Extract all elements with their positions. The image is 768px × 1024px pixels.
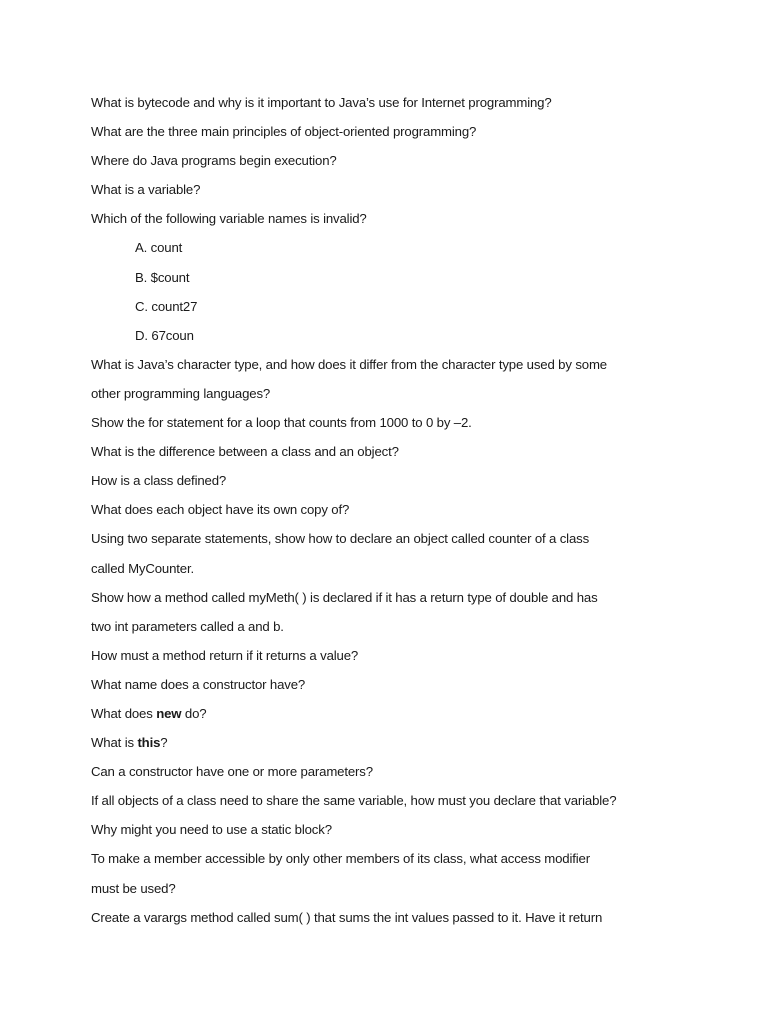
question-new-prefix: What does (91, 705, 157, 721)
option-d: D. 67coun (135, 327, 194, 343)
question-constructor-parameters: Can a constructor have one or more parameters? (91, 764, 373, 780)
question-this-suffix: ? (160, 735, 168, 751)
keyword-this: this (137, 735, 161, 751)
question-new-suffix: do? (181, 705, 207, 721)
question-variable: What is a variable? (91, 182, 201, 198)
question-declare-object-line2: called MyCounter. (91, 560, 195, 576)
question-declare-object-line1: Using two separate statements, show how to declare an object called counter of a class (91, 531, 590, 547)
question-this-prefix: What is (91, 735, 138, 751)
question-list (91, 94, 731, 938)
option-a: A. count (135, 240, 183, 256)
question-new-keyword (91, 705, 731, 734)
question-static-block: Why might you need to use a static block? (91, 822, 332, 838)
question-object-copy: What does each object have its own copy of? (91, 502, 350, 518)
question-shared-variable: If all objects of a class need to share the same variable, how must you declare that variable? (91, 793, 617, 809)
question-varargs: Create a varargs method called sum( ) that sums the int values passed to it. Have it return (91, 909, 603, 925)
question-method-declared-line1: Show how a method called myMeth( ) is declared if it has a return type of double and has (91, 589, 598, 605)
question-this-keyword (91, 734, 731, 763)
option-b: B. $count (135, 269, 190, 285)
question-character-type-line1: What is Java’s character type, and how does it differ from the character type used by some (91, 356, 607, 372)
question-program-execution: Where do Java programs begin execution? (91, 153, 337, 169)
question-oop-principles: What are the three main principles of object-oriented programming? (91, 124, 477, 140)
question-constructor-name: What name does a constructor have? (91, 676, 306, 692)
question-invalid-variable: Which of the following variable names is invalid? (91, 211, 367, 227)
question-access-modifier-line2: must be used? (91, 880, 176, 896)
question-class-vs-object: What is the difference between a class and an object? (91, 444, 399, 460)
keyword-new: new (156, 705, 182, 721)
option-c: C. count27 (135, 298, 198, 314)
question-class-defined: How is a class defined? (91, 473, 227, 489)
question-bytecode: What is bytecode and why is it important to Java’s use for Internet programming? (91, 95, 552, 110)
question-character-type-line2: other programming languages? (91, 385, 271, 401)
question-access-modifier-line1: To make a member accessible by only other members of its class, what access modifier (91, 851, 590, 867)
question-for-loop: Show the for statement for a loop that counts from 1000 to 0 by –2. (91, 415, 472, 431)
question-method-declared-line2: two int parameters called a and b. (91, 618, 284, 634)
question-method-return: How must a method return if it returns a value? (91, 647, 359, 663)
